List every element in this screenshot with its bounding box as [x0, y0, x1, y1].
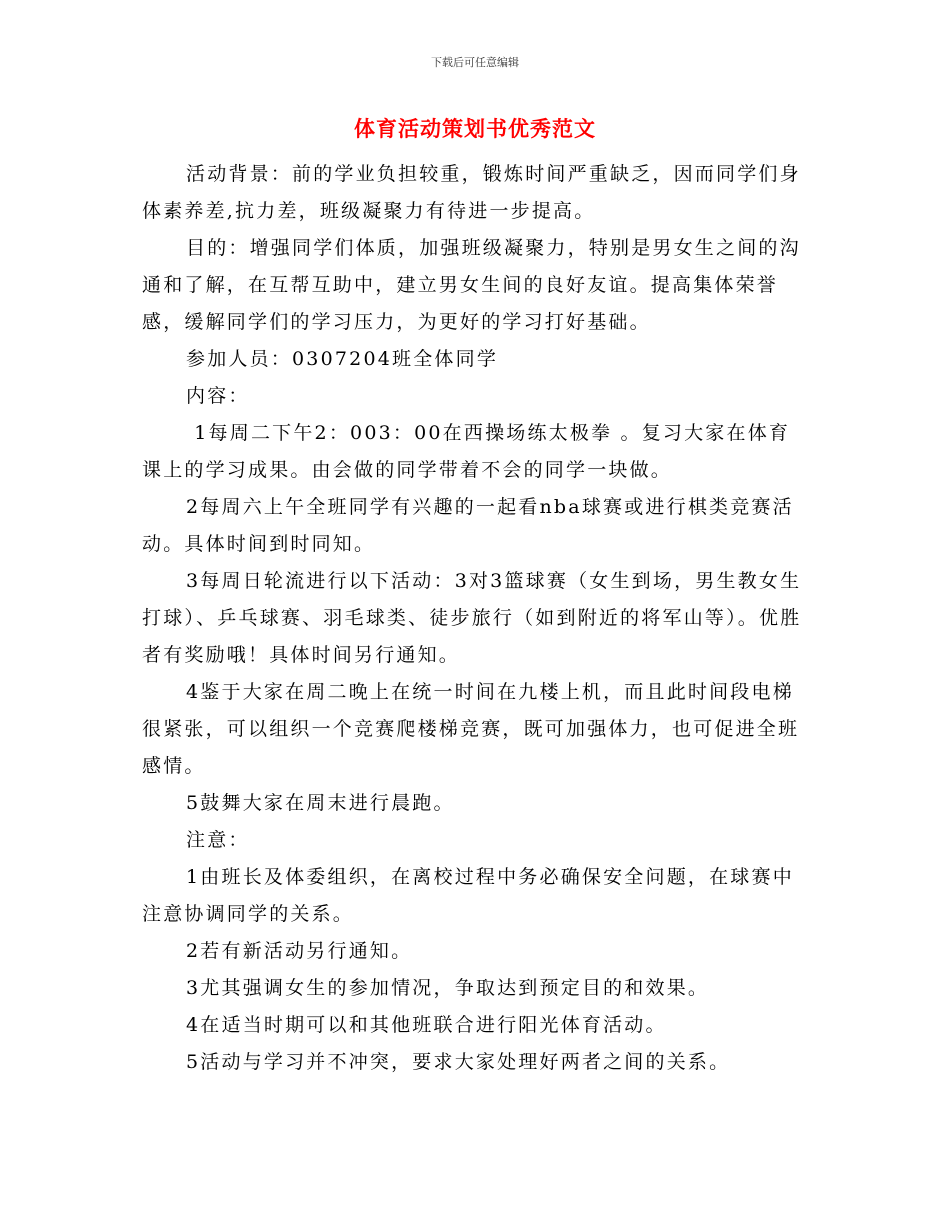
paragraph-content-item-4: 4鉴于大家在周二晚上在统一时间在九楼上机，而且此时间段电梯很紧张，可以组织一个竞赛爬楼梯竞赛，既可加强体力，也可促进全班感情。 — [142, 681, 800, 777]
paragraph-note-4: 4在适当时期可以和其他班联合进行阳光体育活动。 — [186, 1014, 667, 1036]
paragraph-content-item-1: 1每周二下午2：003：00在西操场练太极拳 。复习大家在体育课上的学习成果。由会做的同学带着不会的同学一块做。 — [142, 422, 791, 481]
paragraph-content-item-3: 3每周日轮流进行以下活动：3对3篮球赛（女生到场，男生教女生打球）、乒乓球赛、羽毛球类、徒步旅行（如到附近的将军山等）。优胜者有奖励哦！具体时间另行通知。 — [142, 570, 802, 666]
paragraph-note-5: 5活动与学习并不冲突，要求大家处理好两者之间的关系。 — [186, 1051, 731, 1073]
document-title: 体育活动策划书优秀范文 — [354, 117, 596, 141]
paragraph-participants: 参加人员：0307204班全体同学 — [186, 348, 499, 370]
paragraph-background: 活动背景：前的学业负担较重，锻炼时间严重缺乏，因而同学们身体素养差,抗力差，班级凝聚力有待进一步提高。 — [142, 163, 801, 222]
paragraph-content-heading: 内容： — [186, 385, 250, 407]
paragraph-note-1: 1由班长及体委组织，在离校过程中务必确保安全问题，在球赛中注意协调同学的关系。 — [142, 866, 794, 925]
paragraph-purpose: 目的：增强同学们体质，加强班级凝聚力，特别是男女生之间的沟通和了解，在互帮互助中，建立男女生间的良好友谊。提高集体荣誉感，缓解同学们的学习压力，为更好的学习打好基础。 — [142, 237, 801, 333]
paragraph-notes-heading: 注意： — [186, 829, 250, 851]
document-body — [142, 156, 808, 1081]
paragraph-note-2: 2若有新活动另行通知。 — [186, 940, 413, 962]
header-note: 下载后可任意编辑 — [431, 56, 519, 69]
paragraph-note-3: 3尤其强调女生的参加情况，争取达到预定目的和效果。 — [186, 977, 710, 999]
paragraph-content-item-2: 2每周六上午全班同学有兴趣的一起看nba球赛或进行棋类竞赛活动。具体时间到时同知。 — [142, 496, 794, 555]
paragraph-content-item-5: 5鼓舞大家在周末进行晨跑。 — [186, 792, 455, 814]
